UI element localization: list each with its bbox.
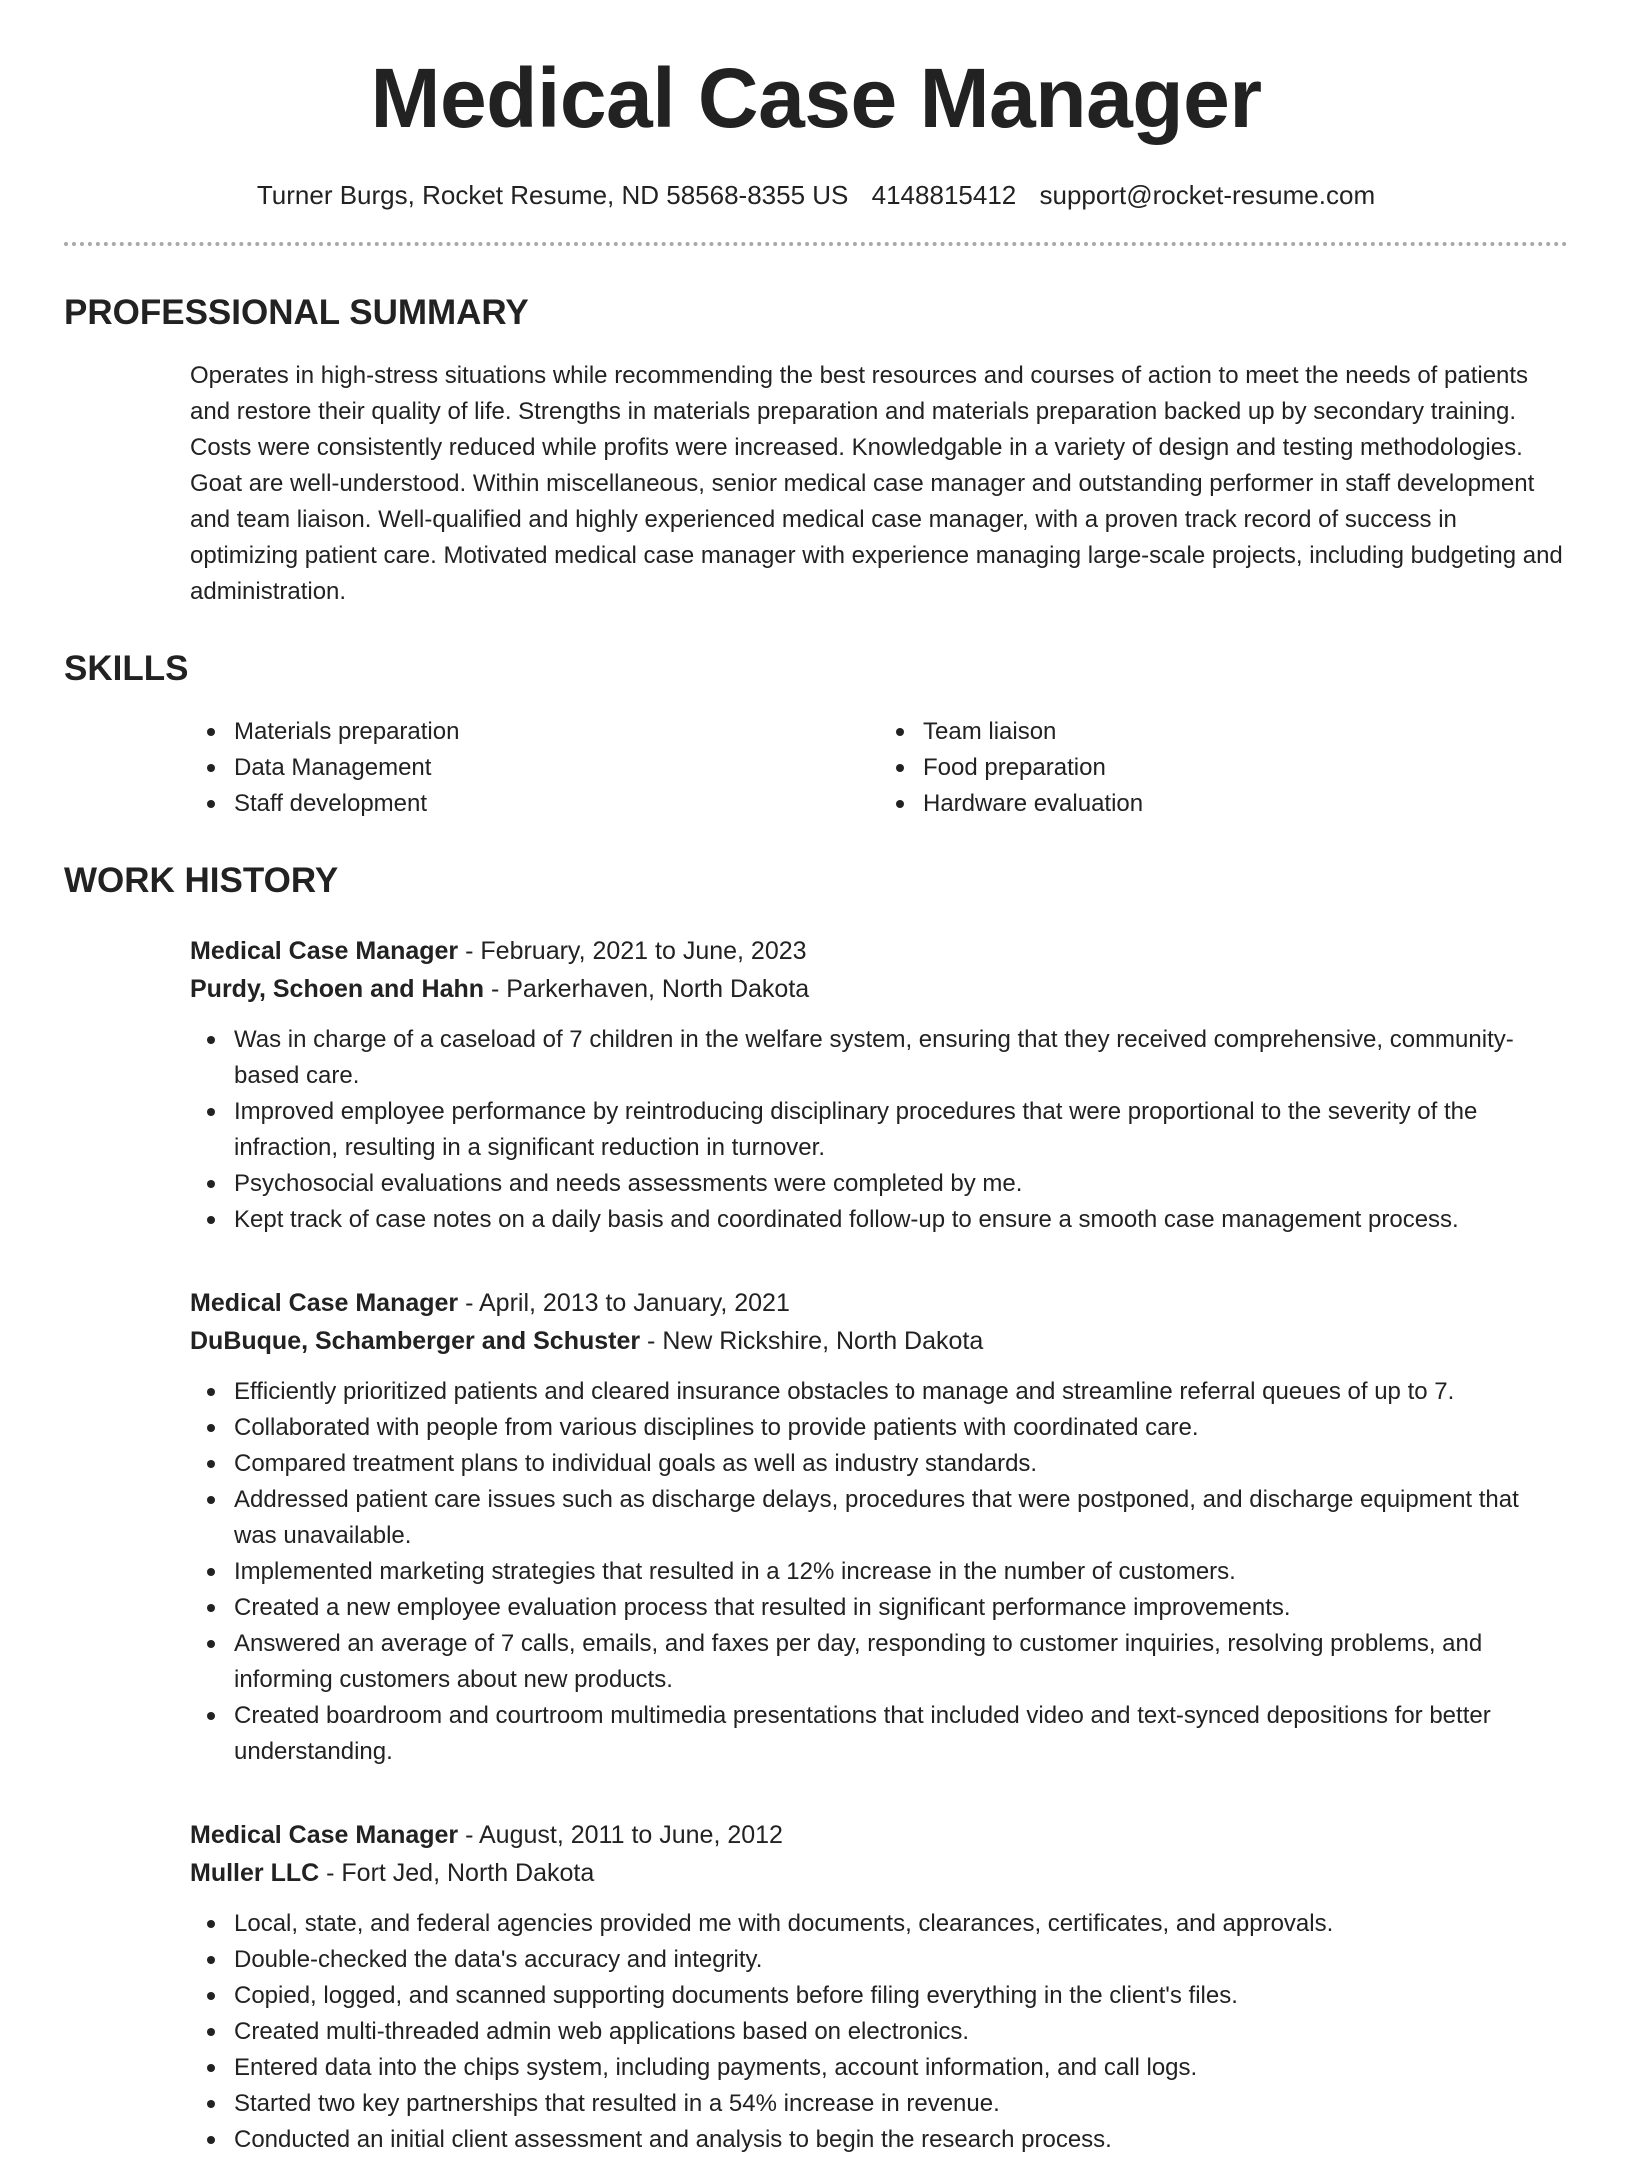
contact-email: support@rocket-resume.com [1039, 180, 1376, 211]
job-bullet: Implemented marketing strategies that resulted in a 12% increase in the number of customers. [190, 1554, 1568, 1590]
work-history-section [64, 860, 1568, 2158]
summary-text: Operates in high-stress situations while recommending the best resources and courses of action to meet the needs of patients and restore their quality of life. Strengths in materials preparation and materials preparation backed up by secondary training. Costs were consistently reduced while profits were increased. Knowledgable in a variety of design and testing methodologies. Goat are well-understood. Within miscellaneous, senior medical case manager and outstanding performer in staff development and team liaison. Well-qualified and highly experienced medical case manager, with a proven track record of success in optimizing patient care. Motivated medical case manager with experience managing large-scale projects, including budgeting and administration. [190, 361, 1563, 605]
job-bullet: Compared treatment plans to individual goals as well as industry standards. [190, 1446, 1568, 1482]
job-bullet: Collaborated with people from various disciplines to provide patients with coordinated care. [190, 1410, 1568, 1446]
job-entry [190, 1284, 1568, 1770]
job-bullet: Copied, logged, and scanned supporting documents before filing everything in the client's files. [190, 1978, 1568, 2014]
job-company-line [190, 1322, 1568, 1360]
skill-item: Hardware evaluation [879, 786, 1568, 822]
job-location: - Fort Jed, North Dakota [319, 1858, 595, 1887]
job-title-line [190, 1816, 1568, 1854]
job-bullets [190, 1906, 1568, 2158]
job-location: - New Rickshire, North Dakota [640, 1326, 984, 1355]
skills-list-left [190, 714, 879, 822]
skill-item: Data Management [190, 750, 879, 786]
job-bullet: Created boardroom and courtroom multimedia presentations that included video and text-synced depositions for better understanding. [190, 1698, 1568, 1770]
job-company-line [190, 1854, 1568, 1892]
contact-phone: 4148815412 [871, 180, 1017, 211]
job-title: Medical Case Manager [190, 1288, 459, 1317]
job-dates: - April, 2013 to January, 2021 [458, 1288, 790, 1317]
header-divider [64, 242, 1568, 246]
skill-item: Food preparation [879, 750, 1568, 786]
job-bullet: Kept track of case notes on a daily basis and coordinated follow-up to ensure a smooth case management process. [190, 1202, 1568, 1238]
job-bullet: Answered an average of 7 calls, emails, and faxes per day, responding to customer inquiries, resolving problems, and informing customers about new products. [190, 1626, 1568, 1698]
job-bullet: Entered data into the chips system, including payments, account information, and call logs. [190, 2050, 1568, 2086]
job-bullet: Addressed patient care issues such as discharge delays, procedures that were postponed, and discharge equipment that was unavailable. [190, 1482, 1568, 1554]
job-title: Medical Case Manager [190, 1820, 459, 1849]
job-bullet: Efficiently prioritized patients and cleared insurance obstacles to manage and streamline referral queues of up to 7. [190, 1374, 1568, 1410]
resume-title: Medical Case Manager [370, 51, 1262, 145]
skill-item: Staff development [190, 786, 879, 822]
job-title-line [190, 1284, 1568, 1322]
summary-heading: PROFESSIONAL SUMMARY [64, 292, 529, 332]
job-entry [190, 932, 1568, 1238]
skills-grid [190, 714, 1568, 822]
work-history-heading: WORK HISTORY [64, 860, 339, 900]
job-bullet: Local, state, and federal agencies provided me with documents, clearances, certificates, and approvals. [190, 1906, 1568, 1942]
contact-address: Turner Burgs, Rocket Resume, ND 58568-8355 US [256, 180, 849, 211]
job-company: Purdy, Schoen and Hahn [190, 974, 485, 1003]
job-bullet: Improved employee performance by reintroducing disciplinary procedures that were proportional to the severity of the infraction, resulting in a significant reduction in turnover. [190, 1094, 1568, 1166]
skill-item: Team liaison [879, 714, 1568, 750]
job-bullet: Conducted an initial client assessment and analysis to begin the research process. [190, 2122, 1568, 2158]
skills-section [64, 648, 1568, 822]
job-company: DuBuque, Schamberger and Schuster [190, 1326, 641, 1355]
job-location: - Parkerhaven, North Dakota [484, 974, 810, 1003]
job-bullet: Psychosocial evaluations and needs assessments were completed by me. [190, 1166, 1568, 1202]
skills-heading: SKILLS [64, 648, 189, 688]
contact-info [64, 180, 1568, 211]
job-company-line [190, 970, 1568, 1008]
job-dates: - August, 2011 to June, 2012 [458, 1820, 783, 1849]
job-bullet: Created multi-threaded admin web applications based on electronics. [190, 2014, 1568, 2050]
job-dates: - February, 2021 to June, 2023 [458, 936, 807, 965]
job-bullet: Double-checked the data's accuracy and integrity. [190, 1942, 1568, 1978]
job-bullet: Created a new employee evaluation process that resulted in significant performance improvements. [190, 1590, 1568, 1626]
job-title-line [190, 932, 1568, 970]
job-company: Muller LLC [190, 1858, 320, 1887]
skills-list-right [879, 714, 1568, 822]
summary-section [64, 292, 1568, 610]
job-bullets [190, 1022, 1568, 1238]
job-title: Medical Case Manager [190, 936, 459, 965]
job-bullet: Started two key partnerships that resulted in a 54% increase in revenue. [190, 2086, 1568, 2122]
job-bullet: Was in charge of a caseload of 7 children in the welfare system, ensuring that they received comprehensive, community-based care. [190, 1022, 1568, 1094]
job-bullets [190, 1374, 1568, 1770]
job-entry [190, 1816, 1568, 2158]
skill-item: Materials preparation [190, 714, 879, 750]
